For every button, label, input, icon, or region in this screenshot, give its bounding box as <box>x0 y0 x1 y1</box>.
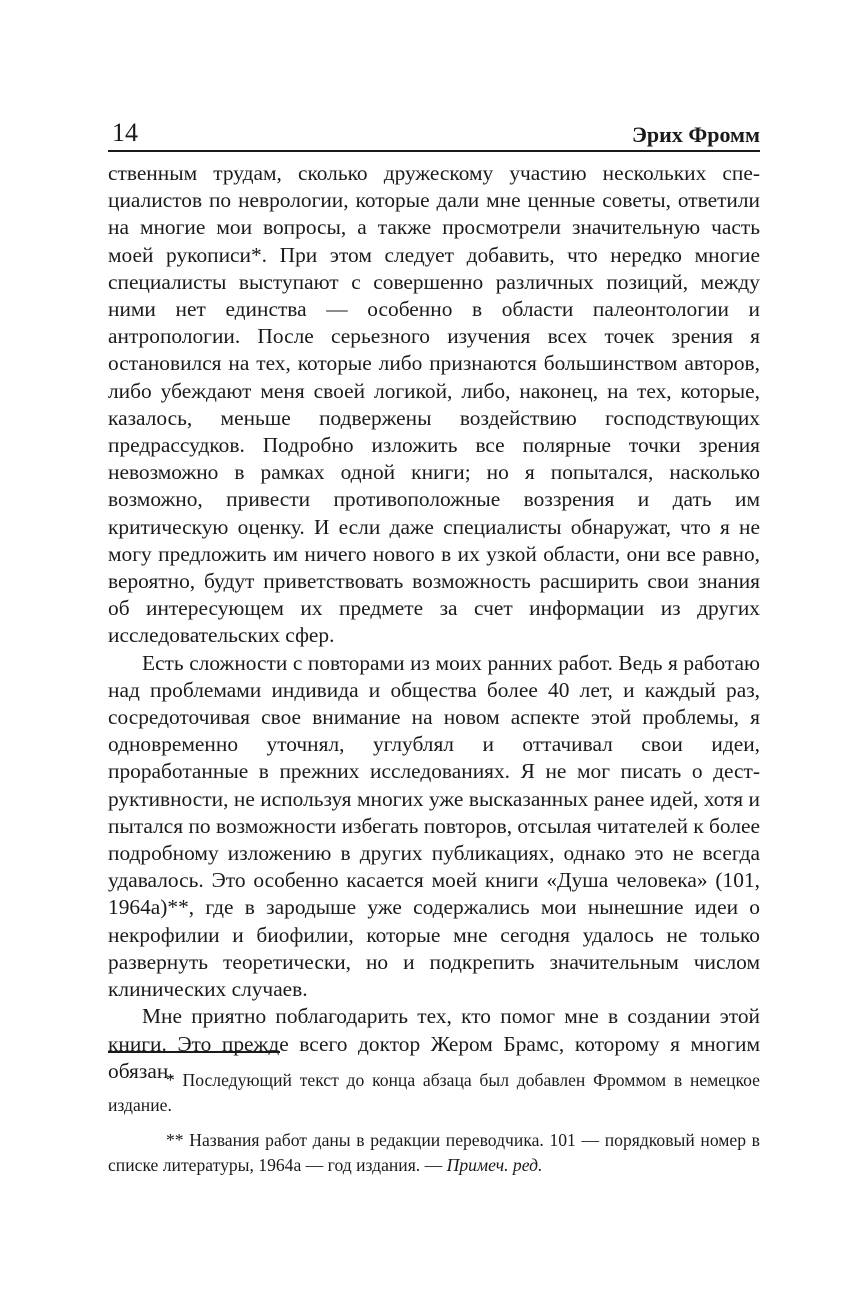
body-text <box>108 160 760 1085</box>
editor-note-mark: Примеч. ред. <box>446 1155 543 1175</box>
page-number: 14 <box>112 118 138 147</box>
book-page <box>108 0 760 1311</box>
running-title: Эрих Фромм <box>631 122 760 147</box>
footnotes <box>108 1068 760 1188</box>
header-rule <box>108 150 760 152</box>
paragraph: Есть сложности с повторами из моих ранних работ. Ведь я работаю над проблемами индивида и общества более 40 лет, и каждый раз, сосредоточивая свое внимание на новом аспекте этой проблемы, я одновременно уточнял, углублял и оттачивал свои идеи, проработанные в прежних исследованиях. Я не мог писать о деструктивности, не используя многих уже высказанных ранее идей, хотя и пытался по возможности избегать повторов, отсылая читателей к более подробному изложению в других публикациях, однако это не всегда удавалось. Это особенно касается моей книги «Душа человека» (101, 1964а)**, где в зародыше уже содержались мои нынешние идеи о некрофилии и биофилии, которые мне сегодня удалось не только развернуть теоретически, но и подкрепить значительным числом клинических случаев. <box>108 650 760 1002</box>
footnote-text: ** Названия работ даны в редакции переводчика. 101 — порядковый номер в списке литературы, 1964а — год издания. — <box>108 1130 760 1175</box>
footnote: * Последующий текст до конца абзаца был добавлен Фроммом в немецкое издание. <box>108 1070 760 1115</box>
footnote-rule <box>108 1051 280 1053</box>
page-header <box>108 118 760 150</box>
paragraph: ственным трудам, сколько дружескому участию нескольких специалистов по неврологии, которые дали мне ценные советы, ответили на многие мои вопросы, а также просмотрели значительную часть моей рукописи*. При этом следует добавить, что нередко многие специалисты выступают с совершенно различных позиций, между ними нет единства — особенно в области палеонтологии и антропологии. После серьезного изучения всех точек зрения я остановился на тех, которые либо признаются большинством авторов, либо убеждают меня своей логикой, либо, наконец, на тех, которые, казалось, меньше подвержены воздействию господствующих предрассудков. Подробно изложить все полярные точки зрения невозможно в рамках одной книги; но я попытался, насколько возможно, привести противоположные воззрения и дать им критическую оценку. И если даже специалисты обнаружат, что я не могу предложить им ничего нового в их узкой области, они все равно, вероятно, будут приветствовать возможность расширить свои знания об интересующем их предмете за счет информации из других исследовательских сфер. <box>108 161 760 648</box>
paragraph: Мне приятно поблагодарить тех, кто помог мне в создании этой книги. Это прежде всего доктор Жером Брамс, которому я многим обязан. <box>108 1004 760 1083</box>
footnote <box>108 1128 760 1178</box>
